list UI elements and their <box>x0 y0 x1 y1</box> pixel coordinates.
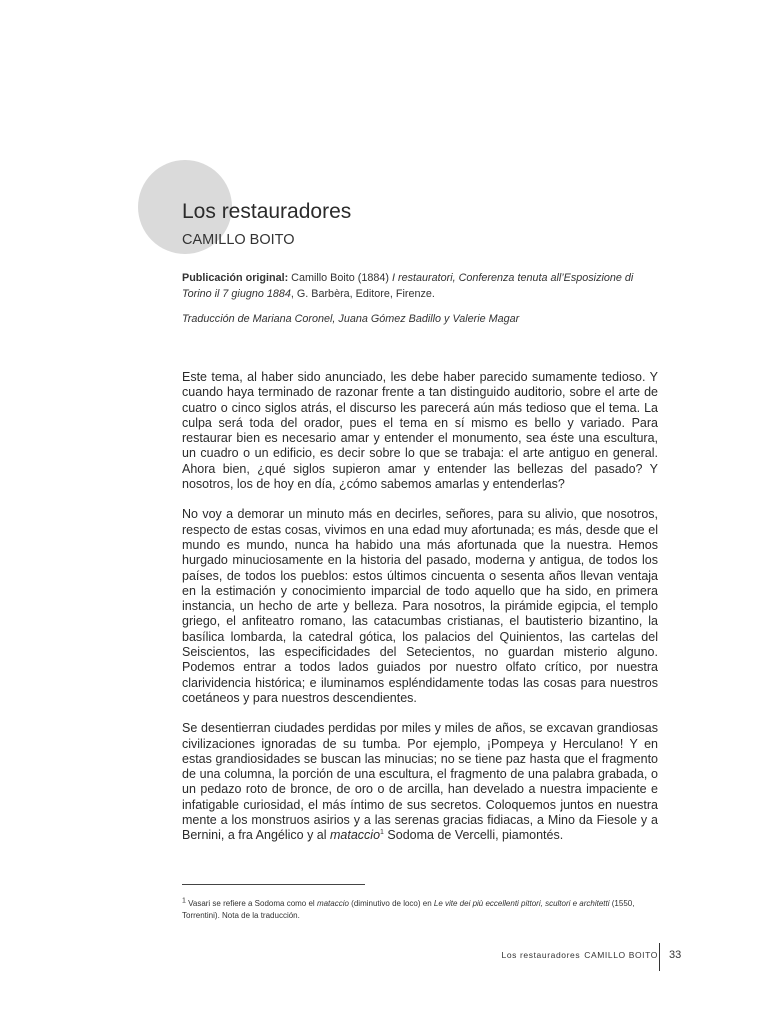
footnote-divider <box>182 884 365 885</box>
article-author: CAMILLO BOITO <box>182 232 295 248</box>
running-title: Los restauradores <box>501 950 581 960</box>
footnote-text-b: (diminutivo de loco) en <box>348 899 434 908</box>
publication-text-after: , G. Barbèra, Editore, Firenze. <box>290 287 435 300</box>
footer-divider <box>659 943 660 971</box>
body-text <box>182 370 658 859</box>
article-title: Los restauradores <box>182 200 352 223</box>
footnote-italic-b: Le vite dei più eccellenti pittori, scultori e architetti <box>433 899 610 908</box>
running-author: CAMILLO BOITO <box>584 950 658 960</box>
paragraph-3-text: Se desentierran ciudades perdidas por miles y miles de años, se excavan grandiosas civilizaciones ignoradas de su tumba. Por ejemplo, ¡Pompeya y Herculano! Y en estas grandiosidades se buscan las minucias; no se tiene paz hasta que el fragmento de una columna, la porción de una escultura, el fragmento de una palabra grabada, o un pedazo roto de bronce, de oro o de arcilla, han develado a nuestra impaciente e infatigable curiosidad, el más íntimo de sus secretos. Coloquemos juntos en nuestra mente a los monstruos asirios y a las serenas gracias fidiacas, a Mino da Fiesole y a Bernini, a fra Angélico y al <box>182 721 658 843</box>
footnote-text-c: (1550, Torrentini). Nota de la traducción. <box>182 899 635 920</box>
footnote-text-a: Vasari se refiere a Sodoma como el <box>185 899 317 908</box>
footnote-reference[interactable]: 1 <box>380 829 384 837</box>
publication-label: Publicación original: <box>182 272 289 284</box>
footnote-italic-a: mataccio <box>316 899 349 908</box>
footnote <box>182 898 658 922</box>
paragraph-3 <box>182 721 658 843</box>
paragraph-1: Este tema, al haber sido anunciado, les debe haber parecido sumamente tedioso. Y cuando haya terminado de razonar frente a tan distinguido auditorio, sobre el arte de cuatro o cinco siglos atrás, el discurso les parecerá aún más tedioso que el tema. La culpa será toda del orador, pues el tema en sí mismo es bello y variado. Para restaurar bien es necesario amar y entender el monumento, sea éste una escultura, un cuadro o un edificio, es decir sobre lo que se trabaja: el arte antiguo en general. Ahora bien, ¿qué siglos supieron amar y entender las bellezas del pasado? Y nosotros, los de hoy en día, ¿cómo sabemos amarlas y entenderlas? <box>182 370 658 492</box>
footnote-marker: 1 <box>182 897 186 905</box>
publication-text-before: Camillo Boito (1884) <box>288 272 393 284</box>
paragraph-3-end: Sodoma de Vercelli, piamontés. <box>383 828 564 843</box>
page-number: 33 <box>669 949 682 961</box>
running-footer <box>502 950 659 960</box>
publication-italic-title: I restauratori, Conferenza tenuta all’Esposizione di Torino il 7 giugno 1884 <box>182 272 634 300</box>
paragraph-2: No voy a demorar un minuto más en decirles, señores, para su alivio, que nosotros, respecto de estas cosas, vivimos en una edad muy afortunada; es más, desde que el mundo es mundo, nunca ha habido una más afortunada que la nuestra. Hemos hurgado minuciosamente en la historia del pasado, moderna y antigua, de todos los países, de todos los pueblos: estos últimos cincuenta o sesenta años llevan ventaja en la estimación y conocimiento imparcial de todo aquello que ha sido, en primera instancia, un hecho de arte y belleza. Para nosotros, la pirámide egipcia, el templo griego, el anfiteatro romano, las catacumbas cristianas, el bautisterio bizantino, la basílica lombarda, la catedral gótica, los palacios del Quinientos, las cartelas del Seiscientos, las especificidades del Setecientos, no guardan misterio alguno. Podemos entrar a todos lados guiados por nuestro olfato crítico, por nuestra clarividencia histórica; e iluminamos espléndidamente todas las cosas para nuestros coetáneos y para nuestros descendientes. <box>182 507 658 705</box>
publication-note <box>182 271 658 302</box>
translation-credit: Traducción de Mariana Coronel, Juana Gómez Badillo y Valerie Magar <box>182 313 520 325</box>
paragraph-3-italic: mataccio <box>330 828 381 843</box>
